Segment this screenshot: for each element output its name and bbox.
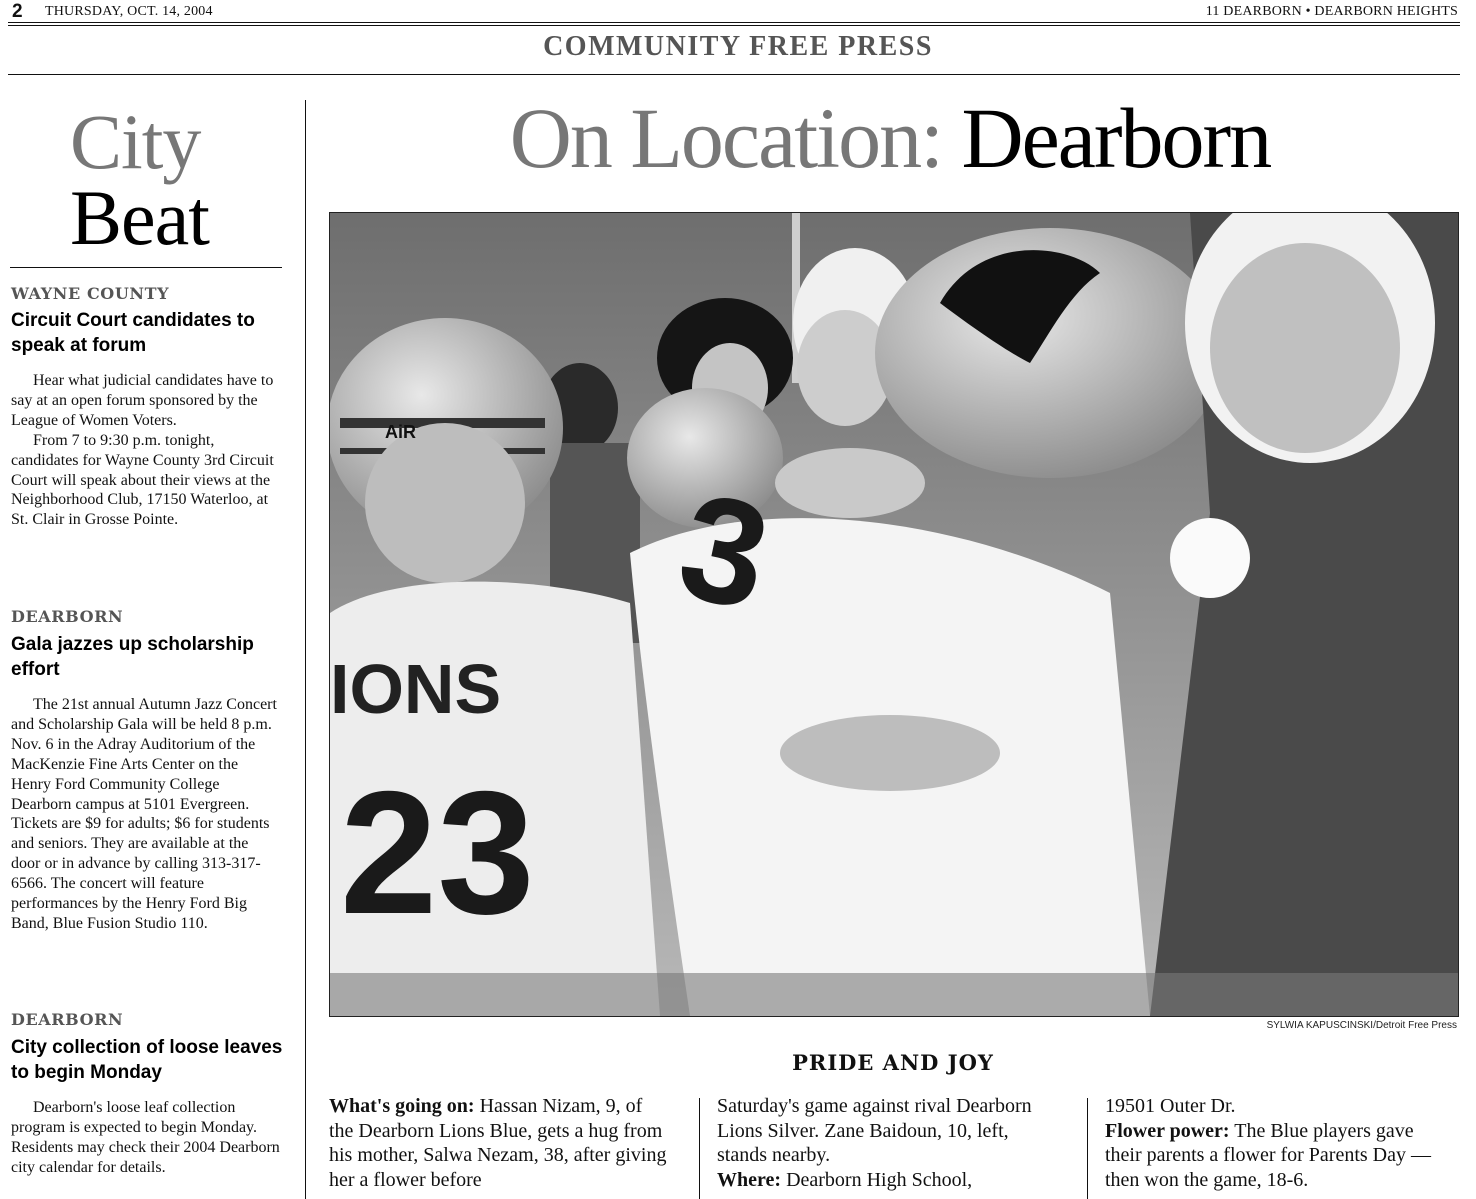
section-rule bbox=[10, 267, 282, 268]
feature-photo bbox=[329, 212, 1459, 1017]
jersey-number-back: 3 bbox=[666, 460, 783, 642]
section-title bbox=[70, 98, 209, 261]
headline-prefix: On Location: bbox=[509, 90, 942, 186]
section-title-line1: City bbox=[70, 98, 201, 185]
brief-1-body bbox=[11, 371, 281, 530]
caption-label-flower: Flower power: bbox=[1105, 1119, 1230, 1142]
caption-label-what: What's going on: bbox=[329, 1095, 475, 1117]
page-number: 2 bbox=[12, 1, 23, 22]
brief-3-para-1: Dearborn's loose leaf collection program is expected to begin Monday. Residents may check their 2004 Dearborn city calendar for details. bbox=[11, 1099, 280, 1176]
caption-label-where: Where: bbox=[717, 1168, 782, 1191]
masthead: COMMUNITY FREE PRESS bbox=[543, 31, 933, 62]
jersey-number: 23 bbox=[340, 756, 535, 951]
photo-credit: SYLWIA KAPUSCINSKI/Detroit Free Press bbox=[1266, 1020, 1457, 1031]
caption-divider-1 bbox=[699, 1098, 700, 1199]
top-rule-2 bbox=[8, 25, 1460, 26]
brief-3-kicker: DEARBORN bbox=[11, 1010, 124, 1029]
caption-text-3b: The Blue players gave their parents a flower for Parents Day — then won the game, 18-6. bbox=[1105, 1119, 1431, 1191]
caption-text-2: Saturday's game against rival Dearborn Lions Silver. Zane Baidoun, 10, left, stands nearby. bbox=[717, 1095, 1032, 1166]
photo-illustration bbox=[330, 213, 1458, 1016]
caption-text-1: Hassan Nizam, 9, of the Dearborn Lions Blue, gets a hug from his mother, Salwa Nezam, 38, after giving her a flower before bbox=[329, 1095, 667, 1191]
brief-2-para-1: The 21st annual Autumn Jazz Concert and Scholarship Gala will be held 8 p.m. Nov. 6 in the Adray Auditorium of the MacKenzie Fine Arts Center on the Henry Ford Community College Dearborn campus at 5101 Evergreen. Tickets are $9 for adults; $6 for students and seniors. They are available at the door or in advance by calling 313-317-6566. The concert will feature performances by the Henry Ford Big Band, Blue Fusion Studio 110. bbox=[11, 696, 277, 932]
main-headline bbox=[320, 88, 1460, 188]
top-rule bbox=[8, 22, 1460, 23]
brief-2-kicker: DEARBORN bbox=[11, 607, 124, 626]
brief-1-headline: Circuit Court candidates to speak at forum bbox=[11, 310, 255, 356]
caption-text-3: 19501 Outer Dr. bbox=[1105, 1095, 1236, 1117]
brief-2-body bbox=[11, 695, 281, 934]
caption-column-2 bbox=[717, 1094, 1057, 1192]
issue-date: THURSDAY, OCT. 14, 2004 bbox=[45, 4, 213, 19]
caption-column-1 bbox=[329, 1094, 669, 1192]
brief-1-para-2: From 7 to 9:30 p.m. tonight, candidates for Wayne County 3rd Circuit Court will speak about their views at the Neighborhood Club, 17150 Waterloo, at St. Clair in Grosse Pointe. bbox=[11, 431, 274, 529]
brief-1-para-1: Hear what judicial candidates have to say at an open forum sponsored by the League of Women Voters. bbox=[11, 372, 274, 429]
brief-3-body bbox=[11, 1098, 281, 1178]
section-title-line2: Beat bbox=[70, 174, 209, 261]
caption-column-3 bbox=[1105, 1094, 1445, 1192]
caption-text-2b: Dearborn High School, bbox=[781, 1168, 973, 1191]
brief-3-headline: City collection of loose leaves to begin Monday bbox=[11, 1037, 283, 1083]
jersey-lettering: IONS bbox=[330, 650, 502, 728]
column-divider bbox=[305, 100, 306, 1199]
masthead-rule bbox=[8, 74, 1460, 75]
caption-headline: PRIDE AND JOY bbox=[792, 1050, 994, 1075]
brief-1-kicker: WAYNE COUNTY bbox=[11, 284, 170, 303]
brief-2-headline: Gala jazzes up scholarship effort bbox=[11, 634, 254, 680]
helmet-decal: AiR bbox=[385, 422, 416, 442]
caption-divider-2 bbox=[1087, 1098, 1088, 1199]
headline-place: Dearborn bbox=[961, 90, 1271, 186]
edition-label: 11 DEARBORN • DEARBORN HEIGHTS bbox=[1205, 4, 1458, 19]
